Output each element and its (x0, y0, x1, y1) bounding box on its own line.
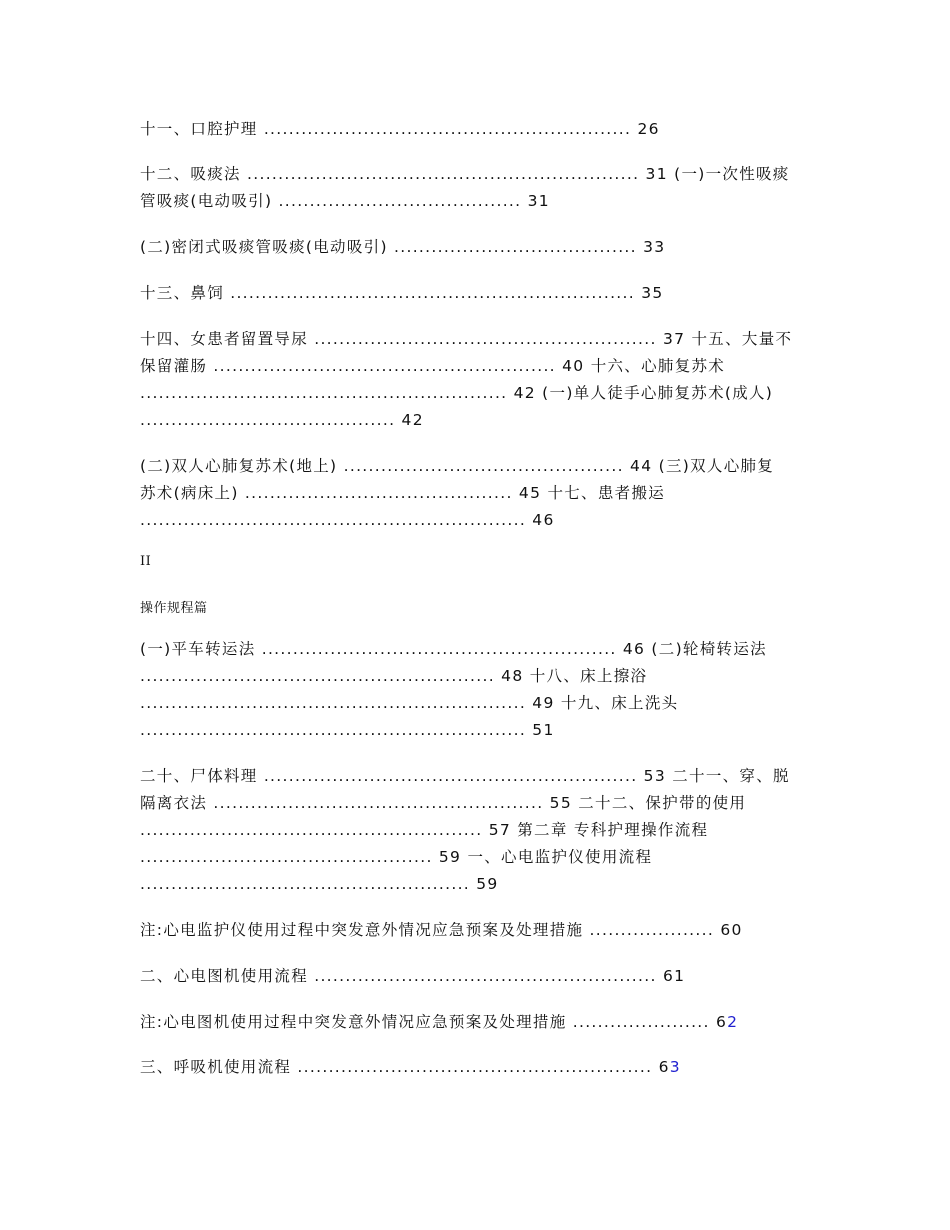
toc-line: 十二、吸痰法 ............................................................... 31 (一)一次性吸痰 (140, 165, 790, 183)
toc-line: 十一、口腔护理 ........................................................... 26 (140, 120, 660, 138)
toc-line (140, 1009, 815, 1036)
toc-entry-14-16[interactable] (140, 326, 815, 434)
toc-entry-11[interactable] (140, 116, 815, 143)
page-roman-numeral: II (140, 554, 152, 569)
toc-line: ......................................................... 48 十八、床上擦浴 (140, 667, 648, 685)
toc-line: ............................................... 59 一、心电监护仪使用流程 (140, 848, 653, 866)
toc-line: 二十、尸体料理 ............................................................ 53 二十一、穿、脱 (140, 767, 790, 785)
toc-entry-transport[interactable] (140, 636, 815, 744)
toc-line-text: 注:心电图机使用过程中突发意外情况应急预案及处理措施 ...................... 6 (140, 1013, 728, 1031)
toc-line: 二、心电图机使用流程 ....................................................... 61 (140, 967, 686, 985)
toc-entry-monitor-note[interactable] (140, 917, 815, 944)
toc-line: 隔离衣法 ..................................................... 55 二十二、保护带的使用 (140, 794, 747, 812)
toc-line: 十三、鼻饲 ................................................................. 35 (140, 284, 664, 302)
toc-line: .............................................................. 51 (140, 721, 555, 739)
page-number-link[interactable]: 3 (669, 1058, 681, 1076)
toc-line: 十四、女患者留置导尿 ....................................................... 37 十五、大量不 (140, 330, 793, 348)
toc-entry-20-chapter2[interactable] (140, 763, 815, 898)
toc-line: ........................................................... 42 (一)单人徒手心肺复苏术(成人) (140, 384, 774, 402)
toc-line: .............................................................. 46 (140, 511, 555, 529)
toc-entry-closed-suction[interactable] (140, 234, 815, 261)
toc-entry-cpr-17[interactable] (140, 453, 815, 534)
page-number-link[interactable]: 2 (727, 1013, 739, 1031)
toc-entry-13[interactable] (140, 280, 815, 307)
toc-line-text: 三、呼吸机使用流程 ......................................................... 6 (140, 1058, 670, 1076)
toc-line: 苏术(病床上) ........................................... 45 十七、患者搬运 (140, 484, 666, 502)
section-header: 操作规程篇 (140, 601, 208, 616)
toc-line: (一)平车转运法 ......................................................... 46 (二)轮椅转运法 (140, 640, 767, 658)
toc-line: ......................................... 42 (140, 411, 424, 429)
toc-line: ..................................................... 59 (140, 875, 499, 893)
toc-line: 保留灌肠 ....................................................... 40 十六、心肺复苏术 (140, 357, 726, 375)
toc-line: 注:心电监护仪使用过程中突发意外情况应急预案及处理措施 .................... 60 (140, 921, 743, 939)
toc-line: 管吸痰(电动吸引) ....................................... 31 (140, 192, 550, 210)
toc-entry-ecg-note[interactable] (140, 1009, 815, 1036)
toc-line (140, 1054, 815, 1081)
toc-entry-ecg[interactable] (140, 963, 815, 990)
toc-entry-ventilator[interactable] (140, 1054, 815, 1081)
toc-entry-12[interactable] (140, 161, 815, 215)
toc-line: .............................................................. 49 十九、床上洗头 (140, 694, 679, 712)
toc-line: (二)双人心肺复苏术(地上) ............................................. 44 (三)双人心肺复 (140, 457, 775, 475)
toc-line: (二)密闭式吸痰管吸痰(电动吸引) ....................................... 33 (140, 238, 666, 256)
toc-line: ....................................................... 57 第二章 专科护理操作流程 (140, 821, 709, 839)
